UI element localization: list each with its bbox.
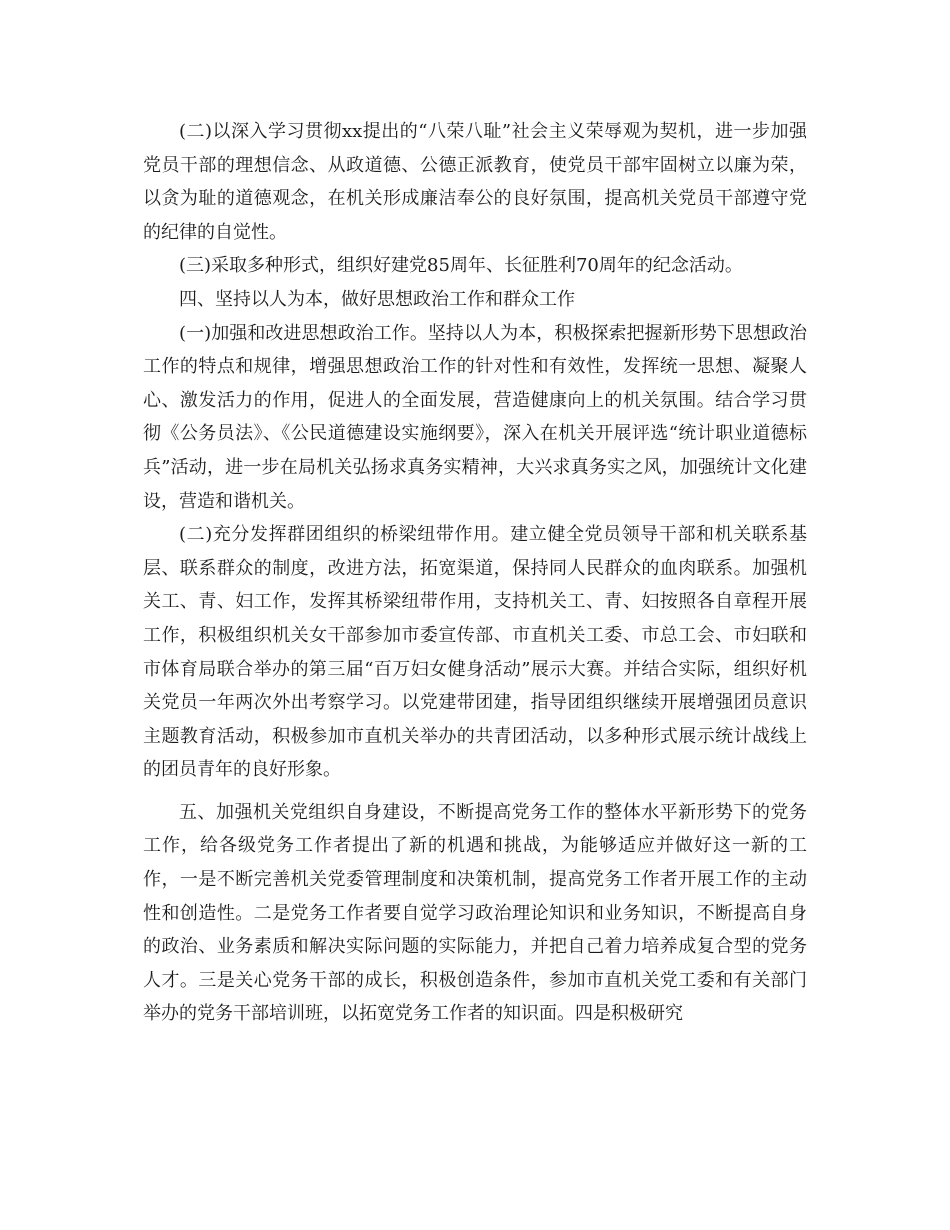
paragraph-1-political-work: (一)加强和改进思想政治工作。坚持以人为本，积极探索把握新形势下思想政治工作的特点和规律，增强思想政治工作的针对性和有效性，发挥统一思想、凝聚人心、激发活力的作用，促进人的全面发展，营造健康向上的机关氛围。结合学习贯彻《公务员法》、《公民道德建设实施纲要》，深入在机关开展评选“统计职业道德标兵”活动，进一步在局机关弘扬求真务实精神，大兴求真务实之风，加强统计文化建设，营造和谐机关。: [143, 322, 807, 512]
section-5-party-building: 五、加强机关党组织自身建设，不断提高党务工作的整体水平新形势下的党务工作，给各级党务工作者提出了新的机遇和挑战，为能够适应并做好这一新的工作，一是不断完善机关党委管理制度和决策机制，提高党务工作者开展工作的主动性和创造性。二是党务工作者要自觉学习政治理论知识和业务知识，不断提高自身的政治、业务素质和解决实际问题的实际能力，并把自己着力培养成复合型的党务人才。三是关心党务干部的成长，积极创造条件，参加市直机关党工委和有关部门举办的党务干部培训班，以拓宽党务工作者的知识面。四是积极研究: [143, 801, 807, 1025]
paragraph-2-mass-organizations: (二)充分发挥群团组织的桥梁纽带作用。建立健全党员领导干部和机关联系基层、联系群众的制度，改进方法，拓宽渠道，保持同人民群众的血肉联系。加强机关工、青、妇工作，发挥其桥梁纽带作用，支持机关工、青、妇按照各自章程开展工作，积极组织机关女干部参加市委宣传部、市直机关工委、市总工会、市妇联和市体育局联合举办的第三届“百万妇女健身活动”展示大赛。并结合实际，组织好机关党员一年两次外出考察学习。以党建带团建，指导团组织继续开展增强团员意识主题教育活动，积极参加市直机关举办的共青团活动，以多种形式展示统计战线上的团员青年的良好形象。: [143, 524, 807, 781]
paragraph-3-anniversary-activities: (三)采取多种形式，组织好建党85周年、长征胜利70周年的纪念活动。: [179, 255, 743, 277]
paragraph-2-integrity-education: (二)以深入学习贯彻xx提出的“八荣八耻”社会主义荣辱观为契机，进一步加强党员干部的理想信念、从政道德、公德正派教育，使党员干部牢固树立以廉为荣，以贪为耻的道德观念，在机关形成廉洁奉公的良好氛围，提高机关党员干部遵守党的纪律的自觉性。: [143, 121, 807, 243]
section-heading-4: 四、坚持以人为本，做好思想政治工作和群众工作: [179, 288, 575, 310]
document-body: [143, 115, 807, 1031]
